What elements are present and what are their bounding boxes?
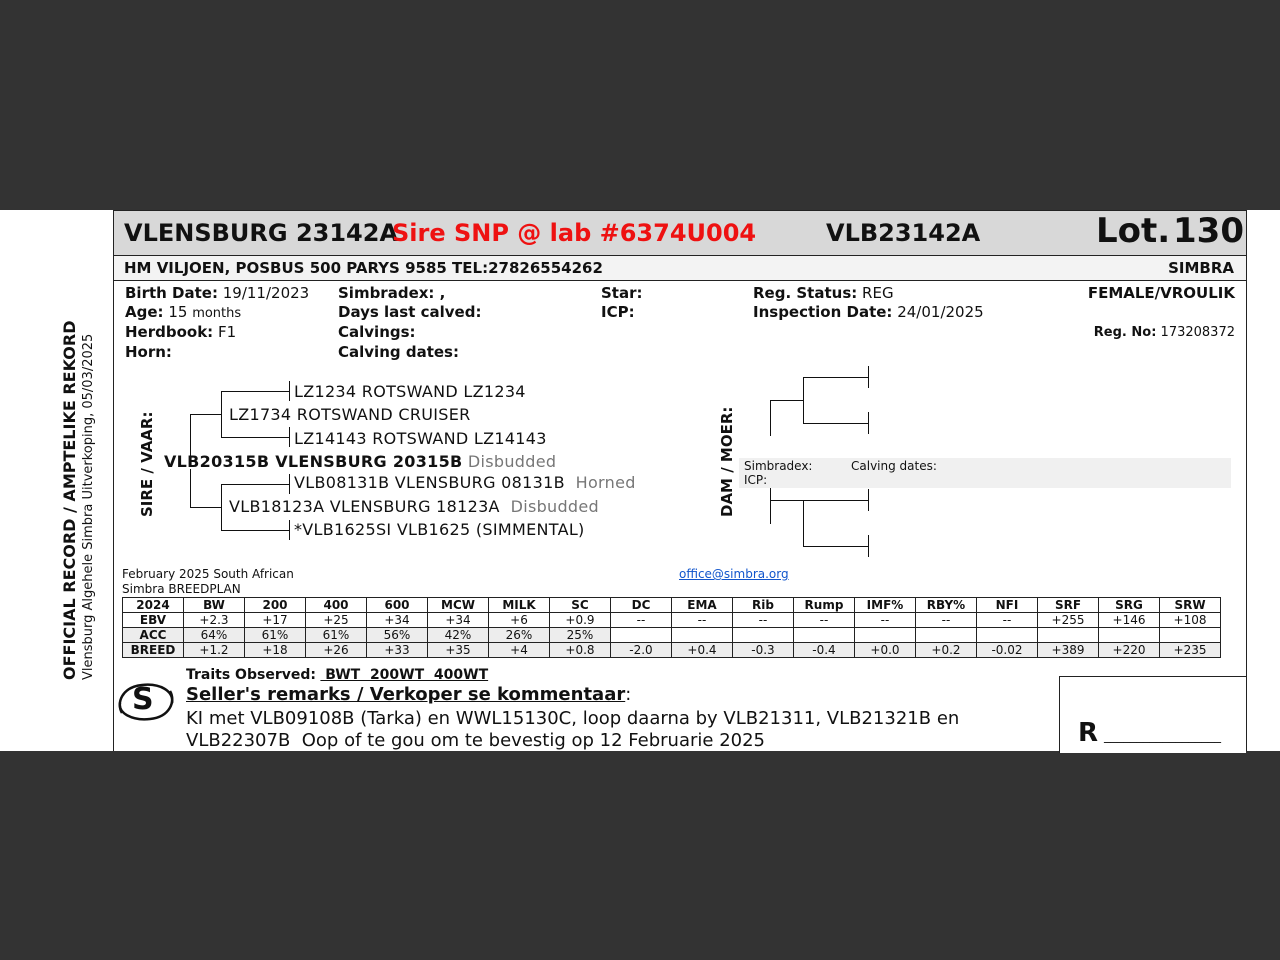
- ebv-header-cell: 200: [245, 598, 306, 613]
- breedplan-caption-line1: February 2025 South African: [122, 567, 294, 581]
- acc-row: [123, 628, 1221, 643]
- dam-pedigree-line: [803, 377, 804, 423]
- calving-dates-label: Calving dates:: [338, 343, 459, 361]
- acc-cell: 61%: [245, 628, 306, 643]
- dam-icp-label: ICP:: [744, 473, 768, 487]
- pedigree-line: [190, 414, 191, 457]
- acc-cell: [794, 628, 855, 643]
- ebv-cell: --: [794, 613, 855, 628]
- lot-label: Lot.: [1096, 211, 1171, 251]
- sire-name: VLB20315B VLENSBURG 20315B: [164, 452, 463, 471]
- reg-no-label: Reg. No:: [1093, 325, 1157, 340]
- acc-cell: 64%: [184, 628, 245, 643]
- office-email-link[interactable]: office@simbra.org: [679, 567, 789, 581]
- age-value: 15: [168, 303, 188, 321]
- age-unit: months: [192, 306, 242, 321]
- pedigree-line: [221, 391, 222, 437]
- ebv-header-cell: Rib: [733, 598, 794, 613]
- lot-card: [113, 210, 1247, 751]
- ebv-cell: --: [916, 613, 977, 628]
- owner-details: HM VILJOEN, POSBUS 500 PARYS 9585 TEL:27826554262: [124, 259, 603, 277]
- breedplan-caption: [122, 567, 294, 597]
- ebv-cell: +0.9: [550, 613, 611, 628]
- breed-cell: +220: [1099, 643, 1160, 658]
- acc-row-header: ACC: [123, 628, 184, 643]
- traits-observed-row: [186, 667, 488, 683]
- acc-cell: [611, 628, 672, 643]
- herdbook-value: F1: [217, 323, 237, 341]
- pedigree-line: [221, 437, 289, 438]
- acc-cell: [916, 628, 977, 643]
- dam-pedigree-line: [770, 400, 771, 436]
- sellers-remarks-title: Seller's remarks / Verkoper se kommentaar: [186, 684, 626, 705]
- sire-dam-sire-horn: Horned: [575, 473, 636, 492]
- breed-cell: +0.4: [672, 643, 733, 658]
- ebv-header-cell: DC: [611, 598, 672, 613]
- breed-cell: +26: [306, 643, 367, 658]
- ebv-header-cell: 400: [306, 598, 367, 613]
- sire-row: [164, 452, 556, 471]
- price-currency: R: [1078, 718, 1099, 748]
- ebv-cell: --: [977, 613, 1038, 628]
- ebv-cell: +25: [306, 613, 367, 628]
- dam-info-box: [739, 458, 1231, 488]
- breed-cell: +33: [367, 643, 428, 658]
- price-box[interactable]: [1059, 676, 1246, 753]
- calvings-label: Calvings:: [338, 323, 416, 341]
- days-calved-label: Days last calved:: [338, 303, 482, 321]
- breed-cell: +0.2: [916, 643, 977, 658]
- reg-status-value: REG: [862, 284, 894, 302]
- breed-avg-row: [123, 643, 1221, 658]
- dam-pedigree-line: [770, 488, 771, 524]
- inspection-value: 24/01/2025: [897, 303, 984, 321]
- dam-pedigree-line: [770, 500, 803, 501]
- breed-cell: -0.3: [733, 643, 794, 658]
- reg-status-row: [753, 284, 894, 302]
- breed-cell: +35: [428, 643, 489, 658]
- animal-id: VLB23142A: [826, 219, 981, 247]
- sex-label: FEMALE/VROULIK: [1087, 284, 1235, 302]
- remarks-line2: VLB22307B Oop of te gou om te bevestig op 12 Februarie 2025: [186, 730, 765, 751]
- simbra-logo-letter: S: [132, 682, 154, 717]
- ebv-header-cell: SRF: [1038, 598, 1099, 613]
- dam-calving-dates-label: Calving dates:: [851, 459, 937, 473]
- pedigree-line: [221, 391, 289, 392]
- breed-cell: -2.0: [611, 643, 672, 658]
- breed-cell: +0.8: [550, 643, 611, 658]
- pedigree-line: [221, 530, 289, 531]
- acc-cell: [977, 628, 1038, 643]
- dam-section-label: DAM / MOER:: [718, 406, 736, 517]
- ebv-header-row: [123, 598, 1221, 613]
- age-label: Age:: [125, 303, 164, 321]
- breed-cell: -0.4: [794, 643, 855, 658]
- reg-no-row: [1094, 325, 1235, 340]
- ebv-cell: +146: [1099, 613, 1160, 628]
- official-record-label: OFFICIAL RECORD / AMPTELIKE REKORD: [60, 320, 79, 680]
- traits-observed-value: BWT 200WT 400WT: [320, 667, 489, 683]
- pedigree-line: [289, 474, 290, 494]
- inspection-label: Inspection Date:: [753, 303, 893, 321]
- birth-date-value: 19/11/2023: [222, 284, 310, 302]
- breedplan-caption-line2: Simbra BREEDPLAN: [122, 582, 241, 596]
- birth-date-row: [125, 284, 309, 302]
- acc-cell: 26%: [489, 628, 550, 643]
- pedigree-line: [221, 484, 289, 485]
- dam-pedigree-line: [803, 377, 868, 378]
- ebv-cell: --: [672, 613, 733, 628]
- pedigree-line: [190, 507, 221, 508]
- ebv-header-cell: MILK: [489, 598, 550, 613]
- ebv-row: [123, 613, 1221, 628]
- herdbook-label: Herdbook:: [125, 323, 214, 341]
- remarks-line1: KI met VLB09108B (Tarka) en WWL15130C, loop daarna by VLB21311, VLB21321B en: [186, 708, 960, 729]
- ebv-header-cell: IMF%: [855, 598, 916, 613]
- ebv-cell: --: [611, 613, 672, 628]
- breed-cell: +4: [489, 643, 550, 658]
- breed-row-header: BREED: [123, 643, 184, 658]
- sellers-remarks-text: [186, 708, 959, 752]
- breed-cell: +0.0: [855, 643, 916, 658]
- owner-bar: [114, 256, 1246, 281]
- auction-name-label: Vlensburg Algehele Simbra Uitverkoping, 05/03/2025: [81, 333, 96, 680]
- ebv-cell: +34: [428, 613, 489, 628]
- acc-cell: [672, 628, 733, 643]
- dam-pedigree-line: [868, 489, 869, 511]
- ebv-header-cell: Rump: [794, 598, 855, 613]
- ebv-table: [122, 597, 1221, 658]
- sire-dam: VLB18123A VLENSBURG 18123A: [229, 497, 500, 516]
- reg-status-label: Reg. Status:: [753, 284, 858, 302]
- breed-label: SIMBRA: [1168, 259, 1234, 277]
- sellers-remarks-heading: [186, 684, 631, 705]
- star-label: Star:: [601, 284, 643, 302]
- ebv-cell: --: [733, 613, 794, 628]
- sire-dam-row: [229, 497, 599, 516]
- sire-dam-dam: *VLB1625SI VLB1625 (SIMMENTAL): [294, 520, 585, 539]
- acc-cell: 61%: [306, 628, 367, 643]
- age-row: [125, 303, 241, 321]
- breed-cell: +1.2: [184, 643, 245, 658]
- ebv-cell: +17: [245, 613, 306, 628]
- ebv-cell: +6: [489, 613, 550, 628]
- dam-pedigree-line: [868, 366, 869, 388]
- sire-section-label: SIRE / VAAR:: [138, 411, 156, 517]
- sire-snp-label: Sire SNP @ lab #6374U004: [392, 219, 757, 247]
- ebv-cell: +34: [367, 613, 428, 628]
- ebv-header-cell: BW: [184, 598, 245, 613]
- sire-dam-sire: VLB08131B VLENSBURG 08131B: [294, 473, 565, 492]
- ebv-cell: --: [855, 613, 916, 628]
- sire-sire-sire: LZ1234 ROTSWAND LZ1234: [294, 382, 526, 401]
- simbra-logo: [114, 677, 178, 727]
- ebv-header-cell: RBY%: [916, 598, 977, 613]
- sire-horn-status: Disbudded: [467, 452, 557, 471]
- acc-cell: 42%: [428, 628, 489, 643]
- dam-pedigree-line: [868, 412, 869, 434]
- dam-pedigree-line: [803, 500, 804, 546]
- sire-dam-sire-row: [294, 473, 636, 492]
- sellers-remarks-colon: :: [625, 684, 632, 705]
- pedigree-line: [190, 414, 221, 415]
- price-blank-line: __________________: [1104, 729, 1221, 744]
- acc-cell: [733, 628, 794, 643]
- ebv-cell: +255: [1038, 613, 1099, 628]
- dam-pedigree-line: [803, 546, 868, 547]
- dam-pedigree-line: [770, 400, 803, 401]
- ebv-header-cell: EMA: [672, 598, 733, 613]
- pedigree-line: [289, 427, 290, 447]
- traits-observed-label: Traits Observed:: [186, 667, 316, 683]
- ebv-cell: +2.3: [184, 613, 245, 628]
- title-bar: [114, 211, 1246, 256]
- ebv-header-cell: MCW: [428, 598, 489, 613]
- ebv-header-cell: SRG: [1099, 598, 1160, 613]
- dam-pedigree-line: [803, 500, 868, 501]
- ebv-header-cell: 2024: [123, 598, 184, 613]
- reg-no-value: 173208372: [1160, 325, 1235, 340]
- sire-dam-horn: Disbudded: [510, 497, 599, 516]
- sire-sire-dam: LZ14143 ROTSWAND LZ14143: [294, 429, 547, 448]
- dam-pedigree-line: [803, 423, 868, 424]
- dam-simbradex-label: Simbradex:: [744, 459, 813, 473]
- breed-cell: +389: [1038, 643, 1099, 658]
- ebv-header-cell: 600: [367, 598, 428, 613]
- pedigree-line: [289, 520, 290, 540]
- breed-cell: +235: [1160, 643, 1221, 658]
- pedigree-line: [221, 484, 222, 530]
- ebv-header-cell: SRW: [1160, 598, 1221, 613]
- lot-number: 130: [1173, 211, 1244, 251]
- sire-sire: LZ1734 ROTSWAND CRUISER: [229, 405, 471, 424]
- pedigree-line: [289, 381, 290, 401]
- dam-pedigree-line: [868, 535, 869, 557]
- animal-name: VLENSBURG 23142A: [124, 219, 399, 247]
- ebv-header-cell: NFI: [977, 598, 1038, 613]
- acc-cell: [1160, 628, 1221, 643]
- acc-cell: [1038, 628, 1099, 643]
- breed-cell: -0.02: [977, 643, 1038, 658]
- acc-cell: [1099, 628, 1160, 643]
- acc-cell: 25%: [550, 628, 611, 643]
- horn-label: Horn:: [125, 343, 172, 361]
- ebv-header-cell: SC: [550, 598, 611, 613]
- ebv-row-header: EBV: [123, 613, 184, 628]
- inspection-row: [753, 303, 984, 321]
- icp-label: ICP:: [601, 303, 635, 321]
- simbradex-label: Simbradex: ,: [338, 284, 446, 302]
- acc-cell: 56%: [367, 628, 428, 643]
- herdbook-row: [125, 323, 236, 341]
- pedigree-line: [190, 469, 191, 507]
- breed-cell: +18: [245, 643, 306, 658]
- acc-cell: [855, 628, 916, 643]
- official-record-sidebar: [60, 321, 98, 681]
- birth-date-label: Birth Date:: [125, 284, 218, 302]
- ebv-cell: +108: [1160, 613, 1221, 628]
